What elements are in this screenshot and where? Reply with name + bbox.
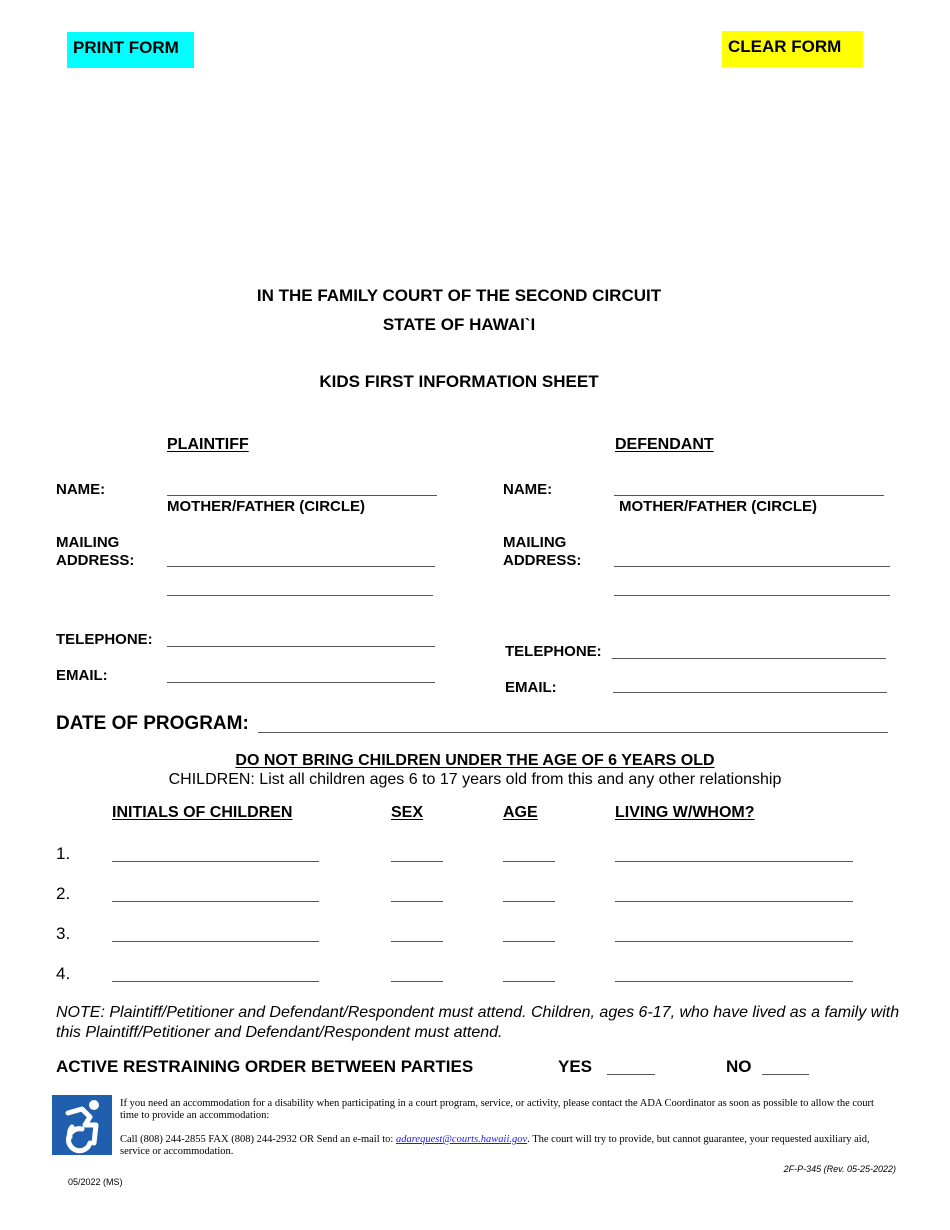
plaintiff-address-line-2[interactable] xyxy=(167,595,433,596)
defendant-address-line-1[interactable] xyxy=(614,566,890,567)
accessibility-icon xyxy=(52,1095,112,1155)
plaintiff-email-label: EMAIL: xyxy=(56,667,108,684)
child-row-number: 4. xyxy=(56,964,71,983)
plaintiff-parent-label: MOTHER/FATHER (CIRCLE) xyxy=(167,498,366,515)
plaintiff-address-label: ADDRESS: xyxy=(56,552,135,569)
column-header-living: LIVING W/WHOM? xyxy=(615,804,755,821)
child-sex-field[interactable] xyxy=(391,981,443,982)
defendant-name-label: NAME: xyxy=(503,481,553,498)
child-age-field[interactable] xyxy=(503,901,555,902)
clear-form-button[interactable]: CLEAR FORM xyxy=(722,31,863,67)
ada-accommodation-text: If you need an accommodation for a disability when participating in a court program, service, or activity, please contact the ADA Coordinator as soon as possible to allow the court time to provide an accommodation: xyxy=(120,1098,874,1121)
print-form-button[interactable]: PRINT FORM xyxy=(67,32,194,68)
plaintiff-name-label: NAME: xyxy=(56,481,106,498)
column-header-initials: INITIALS OF CHILDREN xyxy=(112,804,293,821)
child-row-number: 1. xyxy=(56,844,71,863)
defendant-email-field[interactable] xyxy=(613,692,887,693)
child-sex-field[interactable] xyxy=(391,861,443,862)
defendant-name-field[interactable] xyxy=(614,495,884,496)
child-row-number: 3. xyxy=(56,924,71,943)
plaintiff-address-line-1[interactable] xyxy=(167,566,435,567)
defendant-telephone-field[interactable] xyxy=(612,658,886,659)
child-age-field[interactable] xyxy=(503,981,555,982)
ada-contact-suffix: . The court will try to provide, but cannot guarantee, your requested auxiliary aid, service or accommodation. xyxy=(120,1134,870,1157)
restraining-yes-field[interactable] xyxy=(607,1074,655,1075)
plaintiff-heading: PLAINTIFF xyxy=(167,436,249,453)
defendant-parent-label: MOTHER/FATHER (CIRCLE) xyxy=(619,498,818,515)
children-age-warning: DO NOT BRING CHILDREN UNDER THE AGE OF 6 YEARS OLD xyxy=(235,752,715,769)
defendant-address-line-2[interactable] xyxy=(614,595,890,596)
child-initials-field[interactable] xyxy=(112,901,319,902)
child-initials-field[interactable] xyxy=(112,981,319,982)
child-age-field[interactable] xyxy=(503,941,555,942)
form-title: KIDS FIRST INFORMATION SHEET xyxy=(319,372,599,391)
form-date-code: 05/2022 (MS) xyxy=(68,1177,123,1187)
defendant-mailing-label: MAILING xyxy=(503,534,567,551)
date-of-program-label: DATE OF PROGRAM: xyxy=(56,713,249,734)
restraining-no-label: NO xyxy=(726,1057,752,1076)
child-initials-field[interactable] xyxy=(112,941,319,942)
plaintiff-mailing-label: MAILING xyxy=(56,534,120,551)
children-instruction: CHILDREN: List all children ages 6 to 17 years old from this and any other relationship xyxy=(168,771,782,788)
child-age-field[interactable] xyxy=(503,861,555,862)
state-heading: STATE OF HAWAI`I xyxy=(382,315,536,334)
restraining-no-field[interactable] xyxy=(762,1074,809,1075)
defendant-heading: DEFENDANT xyxy=(615,436,714,453)
defendant-telephone-label: TELEPHONE: xyxy=(505,643,602,660)
child-sex-field[interactable] xyxy=(391,941,443,942)
restraining-order-label: ACTIVE RESTRAINING ORDER BETWEEN PARTIES xyxy=(56,1057,474,1076)
child-sex-field[interactable] xyxy=(391,901,443,902)
plaintiff-telephone-label: TELEPHONE: xyxy=(56,631,153,648)
form-number: 2F-P-345 (Rev. 05-25-2022) xyxy=(783,1164,896,1174)
child-living-field[interactable] xyxy=(615,861,853,862)
column-header-sex: SEX xyxy=(391,804,424,821)
attendance-note: NOTE: Plaintiff/Petitioner and Defendant/Respondent must attend. Children, ages 6-17, who have lived as a family with this Plaintiff/Petitioner and Defendant/Respondent must attend. xyxy=(56,1004,900,1041)
court-heading: IN THE FAMILY COURT OF THE SECOND CIRCUIT xyxy=(256,286,662,305)
plaintiff-email-field[interactable] xyxy=(167,682,435,683)
child-living-field[interactable] xyxy=(615,941,853,942)
column-header-age: AGE xyxy=(503,804,538,821)
child-row-number: 2. xyxy=(56,884,71,903)
child-living-field[interactable] xyxy=(615,901,853,902)
ada-contact-text xyxy=(120,1134,890,1158)
plaintiff-telephone-field[interactable] xyxy=(167,646,435,647)
child-living-field[interactable] xyxy=(615,981,853,982)
restraining-yes-label: YES xyxy=(558,1057,593,1076)
defendant-address-label: ADDRESS: xyxy=(503,552,582,569)
ada-email-link[interactable]: adarequest@courts.hawaii.gov xyxy=(395,1134,528,1145)
ada-contact-prefix: Call (808) 244-2855 FAX (808) 244-2932 OR Send an e-mail to: xyxy=(120,1134,396,1145)
plaintiff-name-field[interactable] xyxy=(167,495,437,496)
date-of-program-field[interactable] xyxy=(258,732,888,733)
child-initials-field[interactable] xyxy=(112,861,319,862)
defendant-email-label: EMAIL: xyxy=(505,679,557,696)
